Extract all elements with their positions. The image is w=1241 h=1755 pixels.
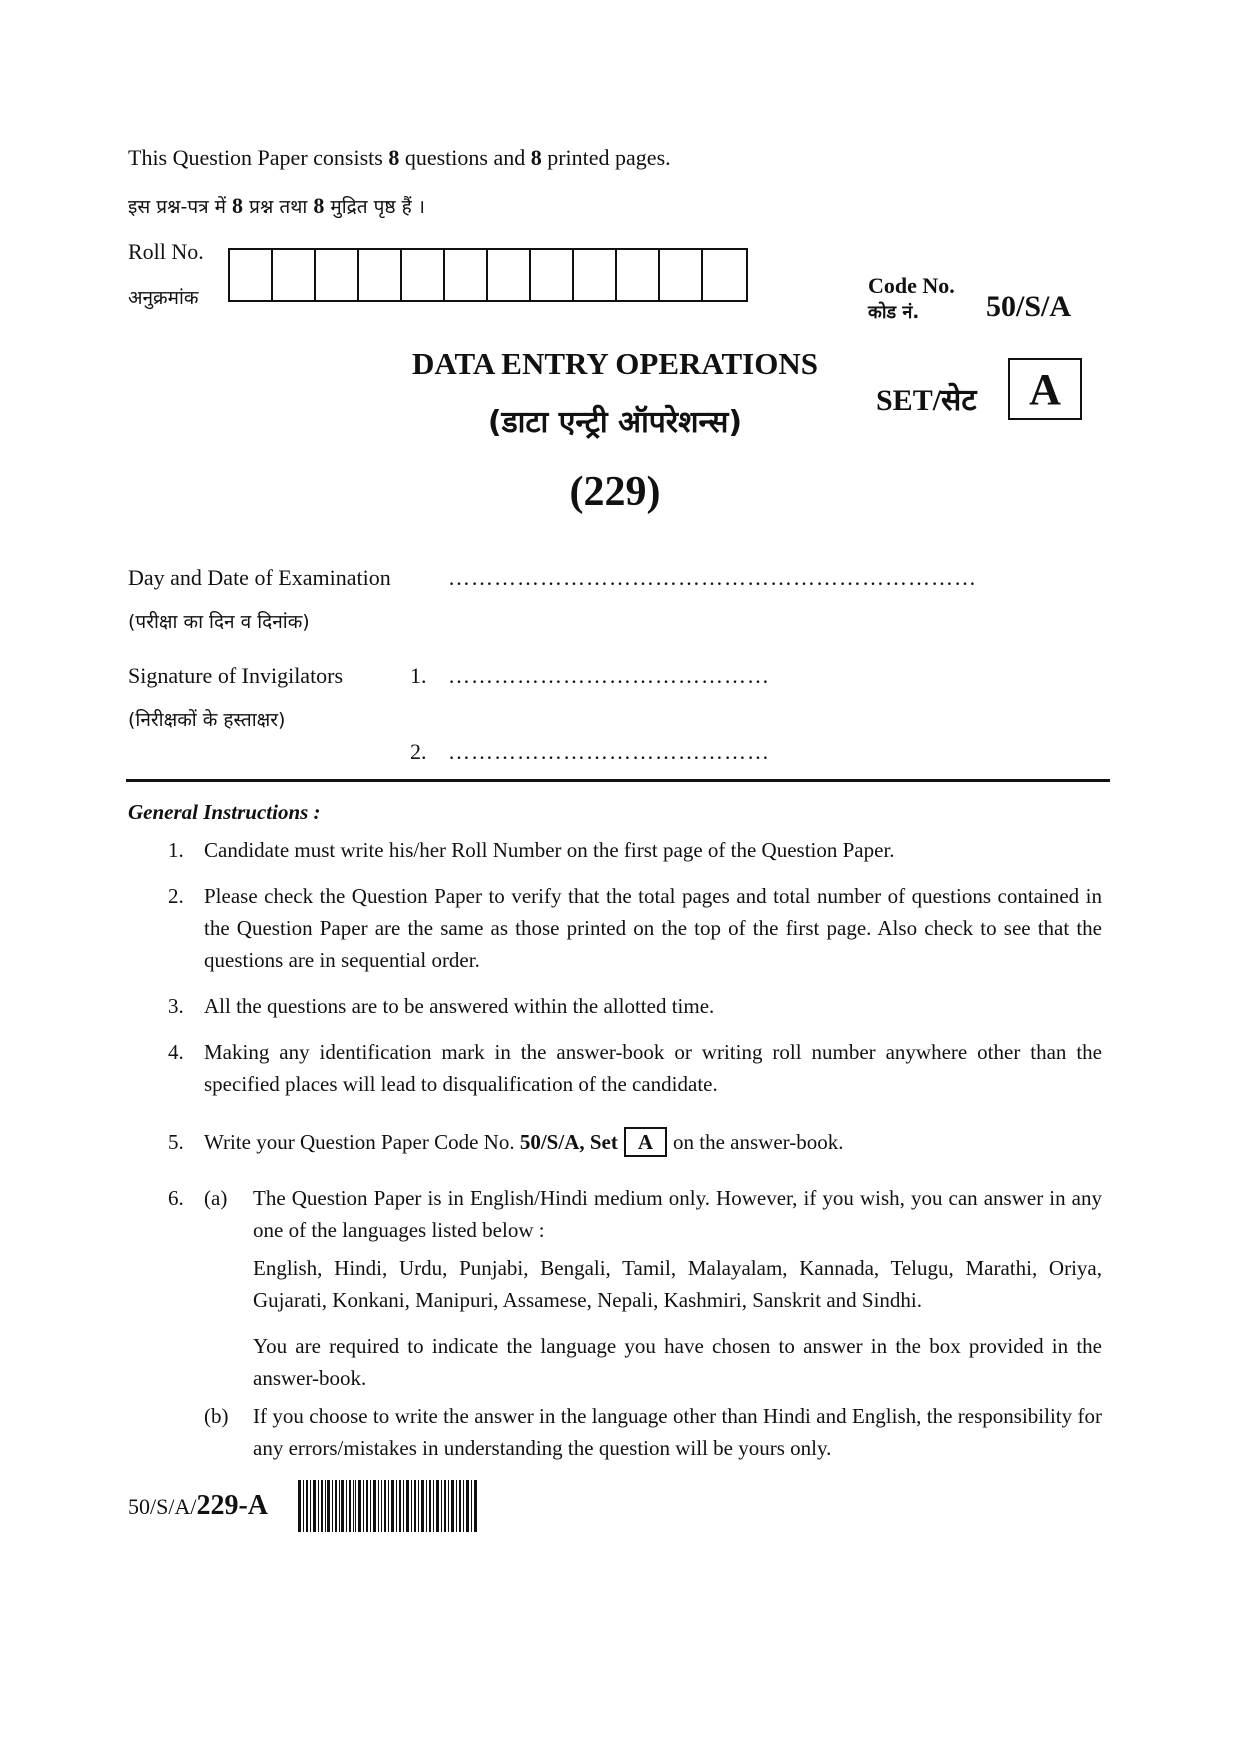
footer-code-prefix: 50/S/A/ [128, 1494, 197, 1519]
instruction-1: Candidate must write his/her Roll Number on the first page of the Question Paper. [204, 838, 895, 862]
roll-digit-box[interactable] [617, 250, 660, 300]
invigilator-label-hindi: (निरीक्षकों के हस्ताक्षर) [128, 709, 286, 731]
roll-digit-box[interactable] [531, 250, 574, 300]
roll-digit-box[interactable] [488, 250, 531, 300]
invigilator-number: 1. [410, 663, 427, 688]
instruction-3: All the questions are to be answered within the allotted time. [204, 994, 715, 1018]
roll-digit-box[interactable] [402, 250, 445, 300]
paper-info-english [128, 144, 671, 172]
instruction-number: 1. [168, 838, 184, 862]
roll-digit-box[interactable] [445, 250, 488, 300]
code-label-hindi: कोड नं. [868, 302, 920, 323]
set-label-text: SET/सेट [876, 384, 977, 417]
instruction-number: 2. [168, 884, 184, 908]
set-box: A [1008, 358, 1082, 420]
roll-label: Roll No. [128, 239, 204, 264]
exam-date-field[interactable]: …………………………………………………………… [448, 565, 977, 590]
page-count: 8 [530, 145, 542, 170]
paper-info-text: This Question Paper consists [128, 145, 389, 170]
roll-digit-box[interactable] [703, 250, 746, 300]
instruction-2: Please check the Question Paper to verify that the total pages and total number of questions contained in the Question Paper are the same as those printed on the top of the first page. Also check to see that the questions are in sequential order. [204, 884, 1102, 972]
set-label [876, 378, 976, 419]
roll-digit-box[interactable] [359, 250, 402, 300]
question-count-hindi: 8 [232, 193, 244, 218]
instruction-6a: The Question Paper is in English/Hindi medium only. However, if you wish, you can answer in any one of the languages listed below : [253, 1186, 1102, 1242]
subject-number: (229) [569, 469, 661, 515]
code-value: 50/S/A [986, 290, 1072, 323]
barcode [298, 1480, 478, 1532]
instruction-6a-label: (a) [204, 1186, 228, 1210]
roll-digit-box[interactable] [574, 250, 617, 300]
roll-digit-box[interactable] [660, 250, 703, 300]
divider [126, 779, 1110, 782]
footer-code-bold: 229-A [196, 1490, 269, 1521]
code-label: Code No. [868, 273, 955, 298]
instruction-5-set-box: A [624, 1127, 667, 1157]
instruction-5-code: 50/S/A, Set [519, 1130, 618, 1154]
instruction-6b: If you choose to write the answer in the language other than Hindi and English, the responsibility for any errors/mistakes in understanding the question will be yours only. [253, 1404, 1102, 1460]
instruction-number: 5. [168, 1130, 184, 1154]
roll-digit-box[interactable] [273, 250, 316, 300]
paper-info-hindi [128, 193, 425, 219]
paper-info-hindi-text: मुद्रित पृष्ठ हैं । [324, 196, 425, 218]
roll-label-hindi: अनुक्रमांक [128, 287, 199, 309]
subject-title: DATA ENTRY OPERATIONS [412, 346, 818, 381]
instruction-5 [204, 1126, 1102, 1158]
invigilator-signature-field-2[interactable]: …………………………………… [448, 739, 770, 764]
page-count-hindi: 8 [313, 193, 325, 218]
instructions-heading: General Instructions : [128, 800, 321, 824]
roll-digit-box[interactable] [230, 250, 273, 300]
instruction-6a-languages: English, Hindi, Urdu, Punjabi, Bengali, Tamil, Malayalam, Kannada, Telugu, Marathi, Oriya, Gujarati, Konkani, Manipuri, Assamese, Nepali, Kashmiri, Sanskrit and Sindhi. [253, 1256, 1102, 1312]
roll-digit-box[interactable] [316, 250, 359, 300]
subject-title-hindi: (डाटा एन्ट्री ऑपरेशन्स) [487, 405, 743, 440]
exam-date-label: Day and Date of Examination [128, 565, 391, 590]
exam-date-label-hindi: (परीक्षा का दिन व दिनांक) [128, 611, 310, 633]
invigilator-label: Signature of Invigilators [128, 663, 344, 688]
roll-number-boxes[interactable] [228, 248, 748, 302]
instruction-4: Making any identification mark in the answer-book or writing roll number anywhere other than the specified places will lead to disqualification of the candidate. [204, 1040, 1102, 1096]
question-count: 8 [388, 145, 400, 170]
instruction-number: 4. [168, 1040, 184, 1064]
instruction-5-text: on the answer-book. [673, 1130, 844, 1154]
instruction-5-text: Write your Question Paper Code No. [204, 1130, 520, 1154]
footer-paper-code [128, 1490, 268, 1522]
paper-info-text: questions and [399, 145, 531, 170]
instruction-number: 6. [168, 1186, 184, 1210]
instruction-6a-note: You are required to indicate the language you have chosen to answer in the box provided in the answer-book. [253, 1334, 1102, 1390]
invigilator-number: 2. [410, 739, 427, 764]
invigilator-signature-field-1[interactable]: …………………………………… [448, 663, 770, 688]
paper-info-hindi-text: प्रश्न तथा [243, 196, 314, 218]
instruction-number: 3. [168, 994, 184, 1018]
paper-info-hindi-text: इस प्रश्न-पत्र में [128, 196, 233, 218]
instruction-6b-label: (b) [204, 1404, 229, 1428]
paper-info-text: printed pages. [541, 145, 671, 170]
